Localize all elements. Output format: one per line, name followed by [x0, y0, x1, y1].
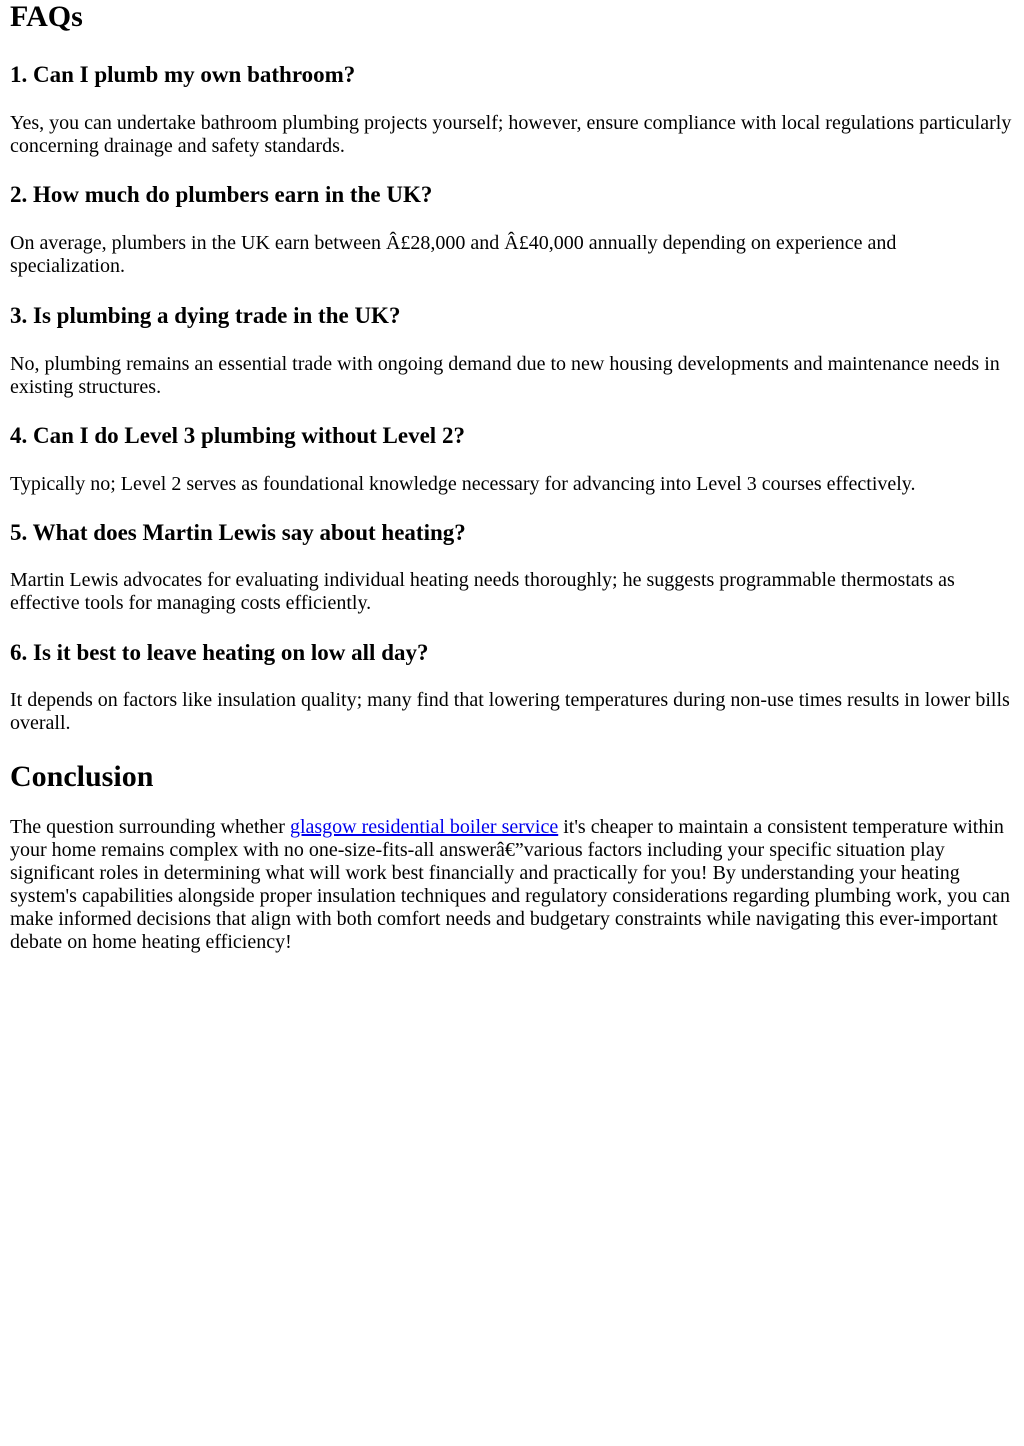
faq-question-5: 5. What does Martin Lewis say about heating?	[10, 520, 466, 545]
conclusion-text-after: it's cheaper to maintain a consistent temperature within your home remains complex with no one-size-fits-all answerâ€”various factors including your specific situation play significant roles in determining what will work best financially and practically for you! By understanding your heating system's capabilities alongside proper insulation techniques and regulatory considerations regarding plumbing work, you can make informed decisions that align with both comfort needs and budgetary constraints while navigating this ever-important debate on home heating efficiency!	[10, 816, 1011, 953]
faq-question-4: 4. Can I do Level 3 plumbing without Level 2?	[10, 423, 465, 448]
faq-question-3: 3. Is plumbing a dying trade in the UK?	[10, 303, 401, 328]
conclusion-text-before: The question surrounding whether	[10, 816, 290, 838]
boiler-service-link[interactable]: glasgow residential boiler service	[289, 816, 559, 838]
faq-question-6: 6. Is it best to leave heating on low all day?	[10, 640, 429, 665]
faq-answer-3: No, plumbing remains an essential trade with ongoing demand due to new housing developments and maintenance needs in existing structures.	[10, 353, 1000, 398]
faq-question-2: 2. How much do plumbers earn in the UK?	[10, 182, 433, 207]
faq-answer-4: Typically no; Level 2 serves as foundational knowledge necessary for advancing into Level 3 courses effectively.	[10, 473, 916, 495]
faq-answer-6: It depends on factors like insulation quality; many find that lowering temperatures during non-use times results in lower bills overall.	[10, 689, 1010, 734]
faq-answer-1: Yes, you can undertake bathroom plumbing projects yourself; however, ensure compliance with local regulations particularly concerning drainage and safety standards.	[10, 112, 1012, 157]
faq-answer-5: Martin Lewis advocates for evaluating individual heating needs thoroughly; he suggests programmable thermostats as effective tools for managing costs efficiently.	[10, 569, 955, 614]
faqs-heading: FAQs	[10, 0, 83, 33]
faq-answer-2: On average, plumbers in the UK earn between Â£28,000 and Â£40,000 annually depending on experience and specialization.	[10, 232, 897, 277]
conclusion-paragraph	[10, 816, 1016, 954]
conclusion-heading: Conclusion	[10, 760, 154, 793]
faq-question-1: 1. Can I plumb my own bathroom?	[10, 62, 356, 87]
